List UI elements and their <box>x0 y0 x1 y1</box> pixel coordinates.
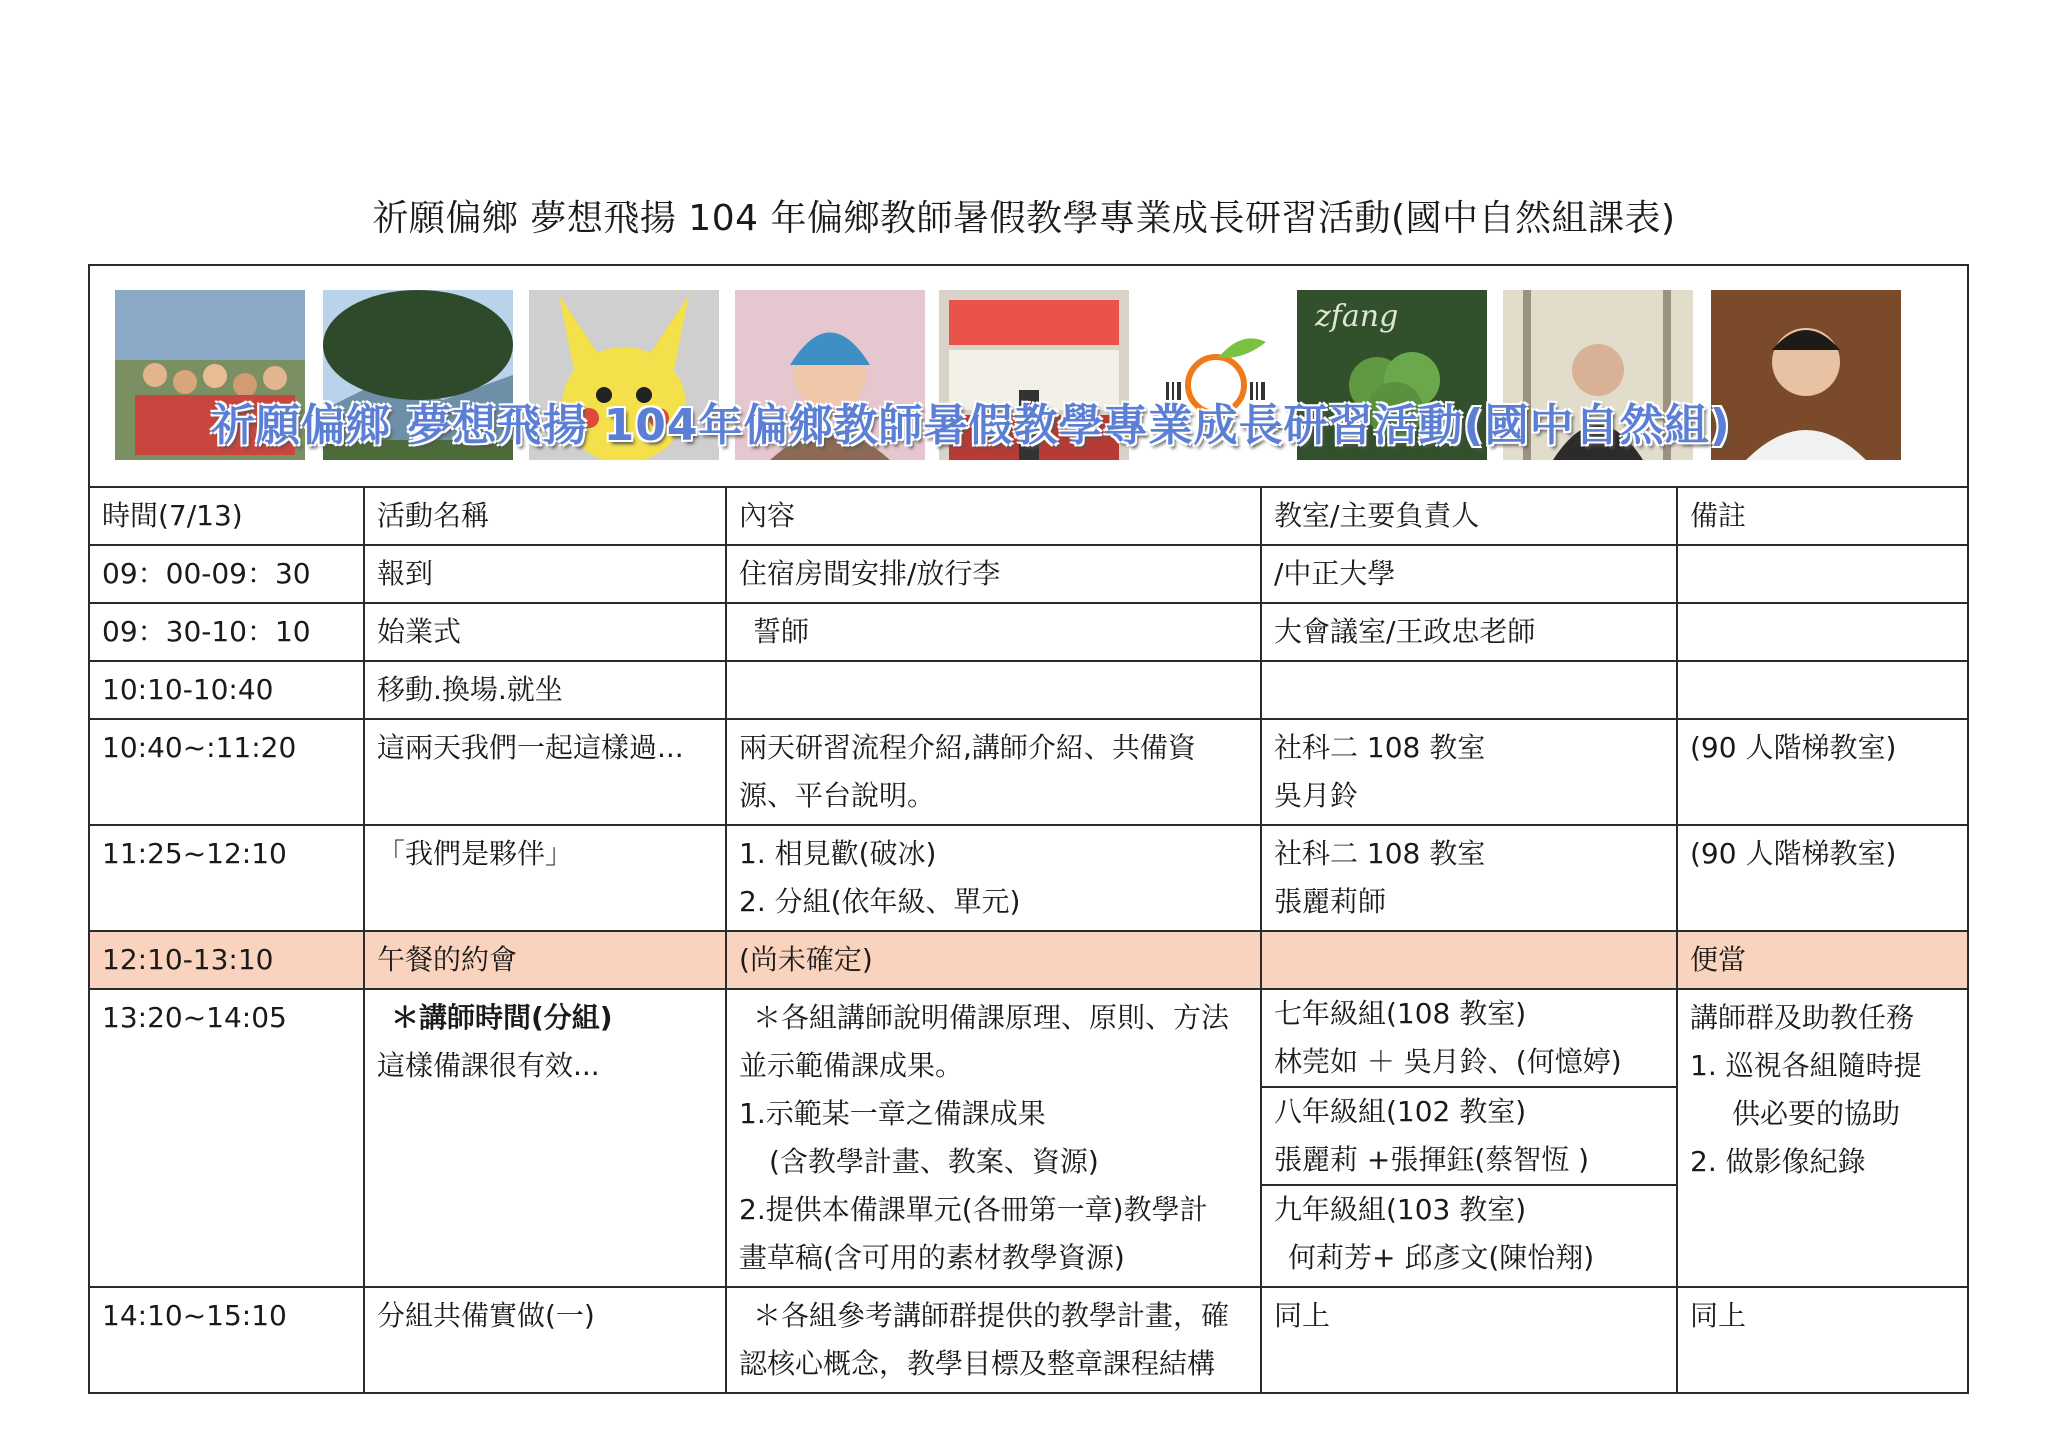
table-row <box>89 989 1968 1287</box>
time-cell: 14:10~15:10 <box>89 1287 364 1393</box>
note-cell <box>1677 545 1968 603</box>
schedule-table <box>88 264 1969 1394</box>
content-cell <box>726 661 1261 719</box>
room-cell <box>1261 661 1677 719</box>
time-cell: 13:20~14:05 <box>89 989 364 1287</box>
header-room: 教室/主要負責人 <box>1261 487 1677 545</box>
header-note: 備註 <box>1677 487 1968 545</box>
content-line: 1.示範某一章之備課成果 <box>739 1097 1046 1130</box>
content-cell <box>726 825 1261 931</box>
note-line: 2. 做影像紀錄 <box>1690 1145 1866 1178</box>
content-line: 住宿房間安排/放行李 <box>739 557 1001 590</box>
content-cell <box>726 603 1261 661</box>
table-row <box>89 719 1968 825</box>
activity-line: 「我們是夥伴」 <box>377 837 574 870</box>
table-row <box>89 825 1968 931</box>
note-cell <box>1677 989 1968 1287</box>
note-line: 便當 <box>1690 943 1747 976</box>
grade9-group <box>1262 1184 1676 1282</box>
room-line: 大會議室/王政忠老師 <box>1274 615 1536 648</box>
activity-cell <box>364 661 726 719</box>
room-line: 八年級組(102 教室) <box>1274 1095 1527 1128</box>
room-line: 九年級組(103 教室) <box>1274 1193 1527 1226</box>
content-line: ＊各組講師說明備課原理、原則、方法 <box>753 1001 1230 1034</box>
room-line: 何莉芳+ 邱彥文(陳怡翔) <box>1288 1241 1595 1274</box>
banner-watermark: zfang <box>1315 299 1399 334</box>
note-cell <box>1677 719 1968 825</box>
note-cell <box>1677 1287 1968 1393</box>
room-cell <box>1261 825 1677 931</box>
room-line: 七年級組(108 教室) <box>1274 997 1527 1030</box>
time-cell: 10:40~:11:20 <box>89 719 364 825</box>
note-line: (90 人階梯教室) <box>1690 731 1897 764</box>
activity-line: 這兩天我們一起這樣過... <box>377 731 684 764</box>
note-cell <box>1677 603 1968 661</box>
banner-image <box>91 266 1966 486</box>
content-line: 認核心概念，教學目標及整章課程結構 <box>739 1347 1216 1380</box>
content-line: 源、平台說明。 <box>739 779 936 812</box>
banner-cell <box>89 265 1968 487</box>
note-cell <box>1677 931 1968 989</box>
activity-cell <box>364 989 726 1287</box>
content-line: 2.提供本備課單元(各冊第一章)教學計 <box>739 1193 1208 1226</box>
activity-cell <box>364 931 726 989</box>
grade8-group <box>1262 1086 1676 1184</box>
note-line: (90 人階梯教室) <box>1690 837 1897 870</box>
grade7-group <box>1262 990 1676 1086</box>
content-cell <box>726 545 1261 603</box>
room-line: 林莞如 ＋ 吳月鈴、(何憶婷) <box>1274 1045 1622 1078</box>
content-cell <box>726 931 1261 989</box>
table-row-lunch <box>89 931 1968 989</box>
activity-cell <box>364 545 726 603</box>
room-cell <box>1261 989 1677 1287</box>
note-line: 1. 巡視各組隨時提 <box>1690 1049 1922 1082</box>
time-cell: 09：30-10：10 <box>89 603 364 661</box>
content-line: (尚未確定) <box>739 943 873 976</box>
activity-line: 報到 <box>377 557 434 590</box>
activity-cell <box>364 603 726 661</box>
note-line: 同上 <box>1690 1299 1747 1332</box>
room-line: /中正大學 <box>1274 557 1396 590</box>
room-line: 社科二 108 教室 <box>1274 837 1486 870</box>
note-cell <box>1677 661 1968 719</box>
content-line: (含教學計畫、教案、資源) <box>769 1145 1099 1178</box>
room-line: 同上 <box>1274 1299 1331 1332</box>
activity-cell <box>364 825 726 931</box>
table-row <box>89 1287 1968 1393</box>
content-line: 2. 分組(依年級、單元) <box>739 885 1021 918</box>
header-time: 時間(7/13) <box>89 487 364 545</box>
room-line: 張麗莉師 <box>1274 885 1387 918</box>
banner-caption: 祈願偏鄉 夢想飛揚 104年偏鄉教師暑假教學專業成長研習活動(國中自然組) <box>211 400 1731 451</box>
content-cell <box>726 719 1261 825</box>
room-cell <box>1261 931 1677 989</box>
header-activity: 活動名稱 <box>364 487 726 545</box>
table-row <box>89 661 1968 719</box>
page-title: 祈願偏鄉 夢想飛揚 104 年偏鄉教師暑假教學專業成長研習活動(國中自然組課表) <box>372 198 1676 239</box>
time-cell: 10:10-10:40 <box>89 661 364 719</box>
note-line: 講師群及助教任務 <box>1690 1001 1915 1034</box>
room-line: 張麗莉 +張揮鈺(蔡智恆 ) <box>1274 1143 1590 1176</box>
grade-groups <box>1262 990 1676 1282</box>
activity-line: ＊講師時間(分組) <box>391 1001 613 1034</box>
room-cell <box>1261 719 1677 825</box>
content-line: ＊各組參考講師群提供的教學計畫，確 <box>753 1299 1230 1332</box>
time-cell: 12:10-13:10 <box>89 931 364 989</box>
header-content: 內容 <box>726 487 1261 545</box>
banner-row <box>89 265 1968 487</box>
activity-line: 午餐的約會 <box>377 943 518 976</box>
activity-line: 這樣備課很有效... <box>377 1049 600 1082</box>
room-line: 吳月鈴 <box>1274 779 1359 812</box>
activity-line: 移動.換場.就坐 <box>377 673 563 706</box>
room-cell <box>1261 545 1677 603</box>
content-line: 1. 相見歡(破冰) <box>739 837 937 870</box>
content-line: 並示範備課成果。 <box>739 1049 964 1082</box>
content-line: 畫草稿(含可用的素材教學資源) <box>739 1241 1125 1274</box>
activity-line: 始業式 <box>377 615 462 648</box>
room-line: 社科二 108 教室 <box>1274 731 1486 764</box>
activity-cell <box>364 1287 726 1393</box>
time-cell: 11:25~12:10 <box>89 825 364 931</box>
note-cell <box>1677 825 1968 931</box>
note-line: 供必要的協助 <box>1732 1097 1901 1130</box>
time-cell: 09：00-09：30 <box>89 545 364 603</box>
activity-cell <box>364 719 726 825</box>
room-cell <box>1261 603 1677 661</box>
content-line: 誓師 <box>753 615 810 648</box>
table-row <box>89 603 1968 661</box>
content-cell <box>726 989 1261 1287</box>
content-cell <box>726 1287 1261 1393</box>
content-line: 兩天研習流程介紹,講師介紹、共備資 <box>739 731 1196 764</box>
activity-line: 分組共備實做(一) <box>377 1299 595 1332</box>
room-cell <box>1261 1287 1677 1393</box>
table-row <box>89 545 1968 603</box>
table-header-row <box>89 487 1968 545</box>
